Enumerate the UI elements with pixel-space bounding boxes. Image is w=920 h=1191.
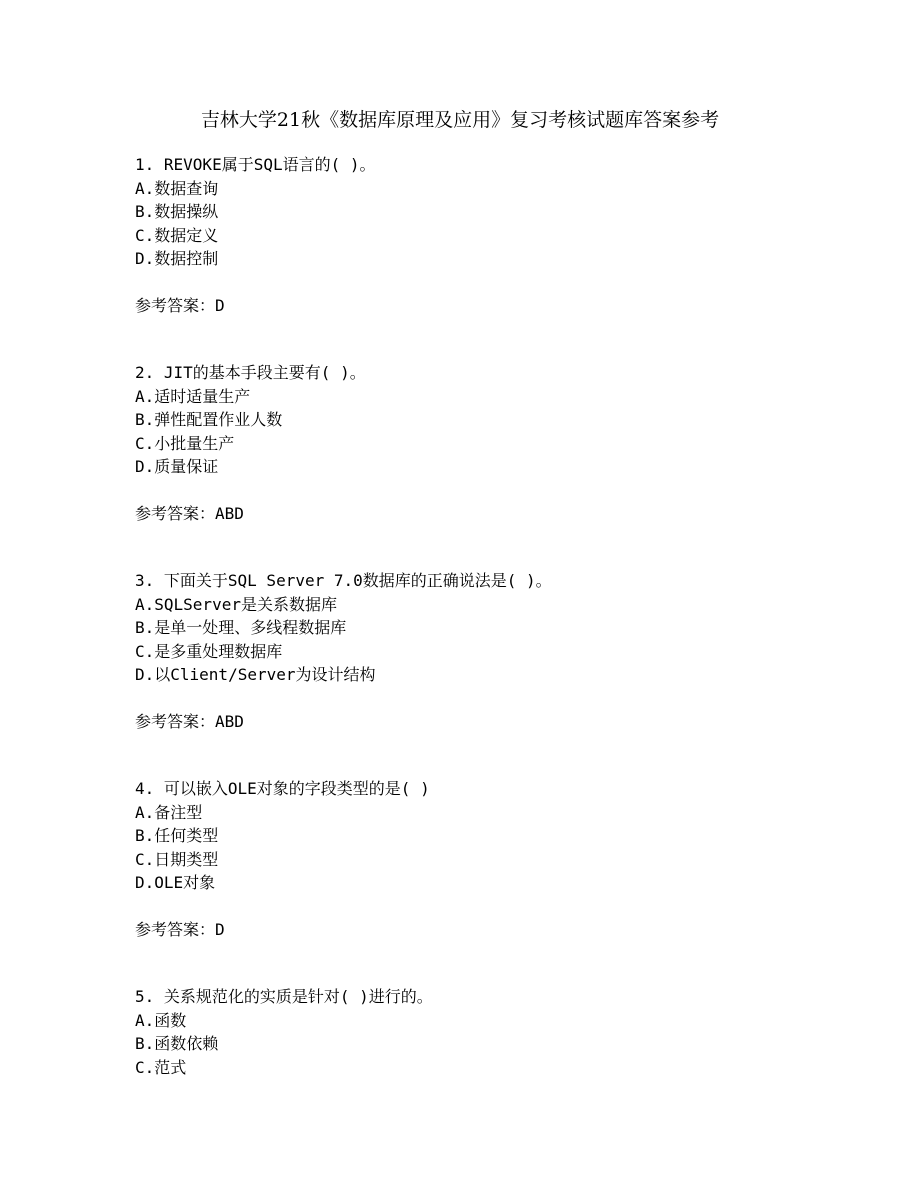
option-a: A.函数 <box>135 1010 187 1030</box>
question-stem: 1. REVOKE属于SQL语言的( )。 <box>135 155 376 174</box>
option-a: A.SQLServer是关系数据库 <box>135 594 337 614</box>
question-stem: 3. 下面关于SQL Server 7.0数据库的正确说法是( )。 <box>135 571 552 590</box>
option-a: A.备注型 <box>135 802 203 822</box>
option-a: A.数据查询 <box>135 178 219 198</box>
question-stem: 5. 关系规范化的实质是针对( )进行的。 <box>135 987 433 1006</box>
question-list <box>135 153 835 1079</box>
option-c: C.是多重处理数据库 <box>135 641 283 661</box>
question-3 <box>135 569 835 733</box>
question-stem: 2. JIT的基本手段主要有( )。 <box>135 363 366 382</box>
option-d: D.以Client/Server为设计结构 <box>135 665 376 684</box>
question-spacer <box>135 317 835 361</box>
option-b: B.数据操纵 <box>135 202 219 221</box>
option-b: B.函数依赖 <box>135 1034 219 1053</box>
document-title: 吉林大学21秋《数据库原理及应用》复习考核试题库答案参考 <box>200 109 720 131</box>
reference-answer: 参考答案：ABD <box>135 711 244 731</box>
reference-answer: 参考答案：ABD <box>135 503 244 523</box>
question-spacer <box>135 941 835 985</box>
option-a: A.适时适量生产 <box>135 386 251 406</box>
option-d: D.质量保证 <box>135 457 219 476</box>
question-spacer <box>135 525 835 569</box>
option-c: C.小批量生产 <box>135 433 235 453</box>
option-c: C.日期类型 <box>135 849 219 869</box>
question-5 <box>135 985 835 1079</box>
question-2 <box>135 361 835 525</box>
option-c: C.数据定义 <box>135 225 219 245</box>
option-b: B.任何类型 <box>135 826 219 845</box>
option-b: B.弹性配置作业人数 <box>135 410 283 429</box>
option-b: B.是单一处理、多线程数据库 <box>135 618 347 637</box>
question-1 <box>135 153 835 317</box>
question-stem: 4. 可以嵌入OLE对象的字段类型的是( ) <box>135 779 430 798</box>
option-c: C.范式 <box>135 1057 187 1077</box>
reference-answer: 参考答案：D <box>135 919 225 939</box>
reference-answer: 参考答案：D <box>135 295 225 315</box>
option-d: D.数据控制 <box>135 249 219 268</box>
question-4 <box>135 777 835 941</box>
option-d: D.OLE对象 <box>135 873 216 892</box>
question-spacer <box>135 733 835 777</box>
